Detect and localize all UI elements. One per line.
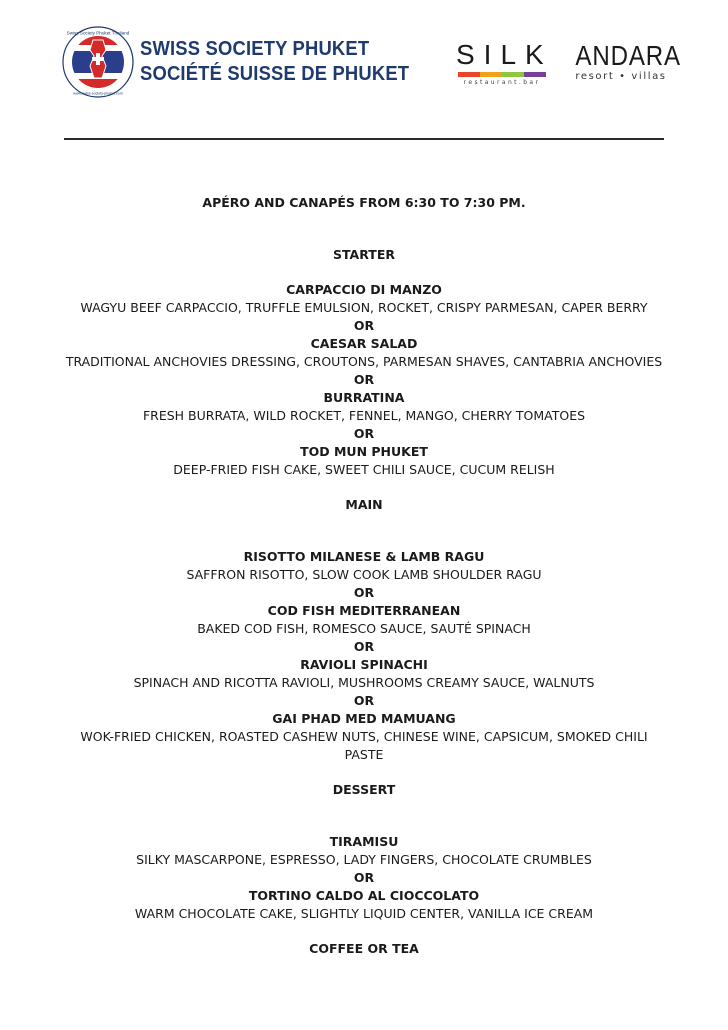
org-name-english: SWISS SOCIETY PHUKET	[140, 38, 370, 60]
andara-wordmark: ANDARA	[575, 40, 681, 71]
silk-logo	[456, 39, 553, 90]
andara-subtitle: resort • villas	[575, 71, 667, 82]
menu	[0, 194, 728, 958]
org-name-french: SOCIÉTÉ SUISSE DE PHUKET	[140, 63, 410, 85]
or-separator: OR	[353, 318, 375, 333]
badge-text-bottom: www.swiss-society-phuket.com	[73, 91, 123, 96]
badge-text-top: Swiss Society Phuket Thailand	[66, 30, 130, 36]
silk-subtitle: restaurant.bar	[463, 79, 541, 86]
or-separator: OR	[353, 372, 375, 387]
dish-name: RISOTTO MILANESE & LAMB RAGU	[243, 549, 485, 564]
dish-description: TRADITIONAL ANCHOVIES DRESSING, CROUTONS, PARMESAN SHAVES, CANTABRIA ANCHOVIES	[65, 354, 663, 369]
dish-name: GAI PHAD MED MAMUANG	[272, 711, 456, 726]
swiss-society-logo-icon	[62, 26, 134, 98]
coffee-or-tea: COFFEE OR TEA	[309, 941, 419, 956]
or-separator: OR	[353, 585, 375, 600]
dish-description: SAFFRON RISOTTO, SLOW COOK LAMB SHOULDER RAGU	[186, 567, 542, 582]
dish-name: TORTINO CALDO AL CIOCCOLATO	[248, 888, 480, 903]
silk-color-bar	[458, 72, 546, 77]
dish-description: SPINACH AND RICOTTA RAVIOLI, MUSHROOMS CREAMY SAUCE, WALNUTS	[133, 675, 595, 690]
or-separator: OR	[353, 426, 375, 441]
dish-name: TIRAMISU	[329, 834, 399, 849]
apero-notice: APÉRO AND CANAPÉS FROM 6:30 TO 7:30 PM.	[202, 195, 526, 210]
dish-name: BURRATINA	[323, 390, 405, 405]
andara-logo	[568, 40, 681, 90]
dish-description: FRESH BURRATA, WILD ROCKET, FENNEL, MANGO, CHERRY TOMATOES	[142, 408, 586, 423]
dish-name: TOD MUN PHUKET	[300, 444, 428, 459]
dish-description: WAGYU BEEF CARPACCIO, TRUFFLE EMULSION, ROCKET, CRISPY PARMESAN, CAPER BERRY	[80, 300, 648, 315]
dish-name: CARPACCIO DI MANZO	[286, 282, 442, 297]
section-heading-starter: STARTER	[333, 247, 395, 262]
or-separator: OR	[353, 693, 375, 708]
dish-description: BAKED COD FISH, ROMESCO SAUCE, SAUTÉ SPINACH	[197, 621, 531, 636]
dish-description: SILKY MASCARPONE, ESPRESSO, LADY FINGERS, CHOCOLATE CRUMBLES	[136, 852, 592, 867]
section-heading-main: MAIN	[345, 497, 383, 512]
organization-name	[140, 37, 409, 87]
dish-name: CAESAR SALAD	[310, 336, 418, 351]
dish-description: WOK-FRIED CHICKEN, ROASTED CASHEW NUTS, CHINESE WINE, CAPSICUM, SMOKED CHILI	[80, 729, 648, 744]
silk-wordmark: SILK	[456, 39, 553, 70]
or-separator: OR	[353, 639, 375, 654]
or-separator: OR	[353, 870, 375, 885]
dish-name: COD FISH MEDITERRANEAN	[267, 603, 461, 618]
section-heading-dessert: DESSERT	[332, 782, 396, 797]
header	[0, 0, 728, 110]
dish-description: DEEP-FRIED FISH CAKE, SWEET CHILI SAUCE, CUCUM RELISH	[173, 462, 555, 477]
header-divider	[64, 138, 664, 140]
dish-description-continued: PASTE	[344, 747, 384, 762]
dish-description: WARM CHOCOLATE CAKE, SLIGHTLY LIQUID CENTER, VANILLA ICE CREAM	[134, 906, 594, 921]
dish-name: RAVIOLI SPINACHI	[300, 657, 428, 672]
